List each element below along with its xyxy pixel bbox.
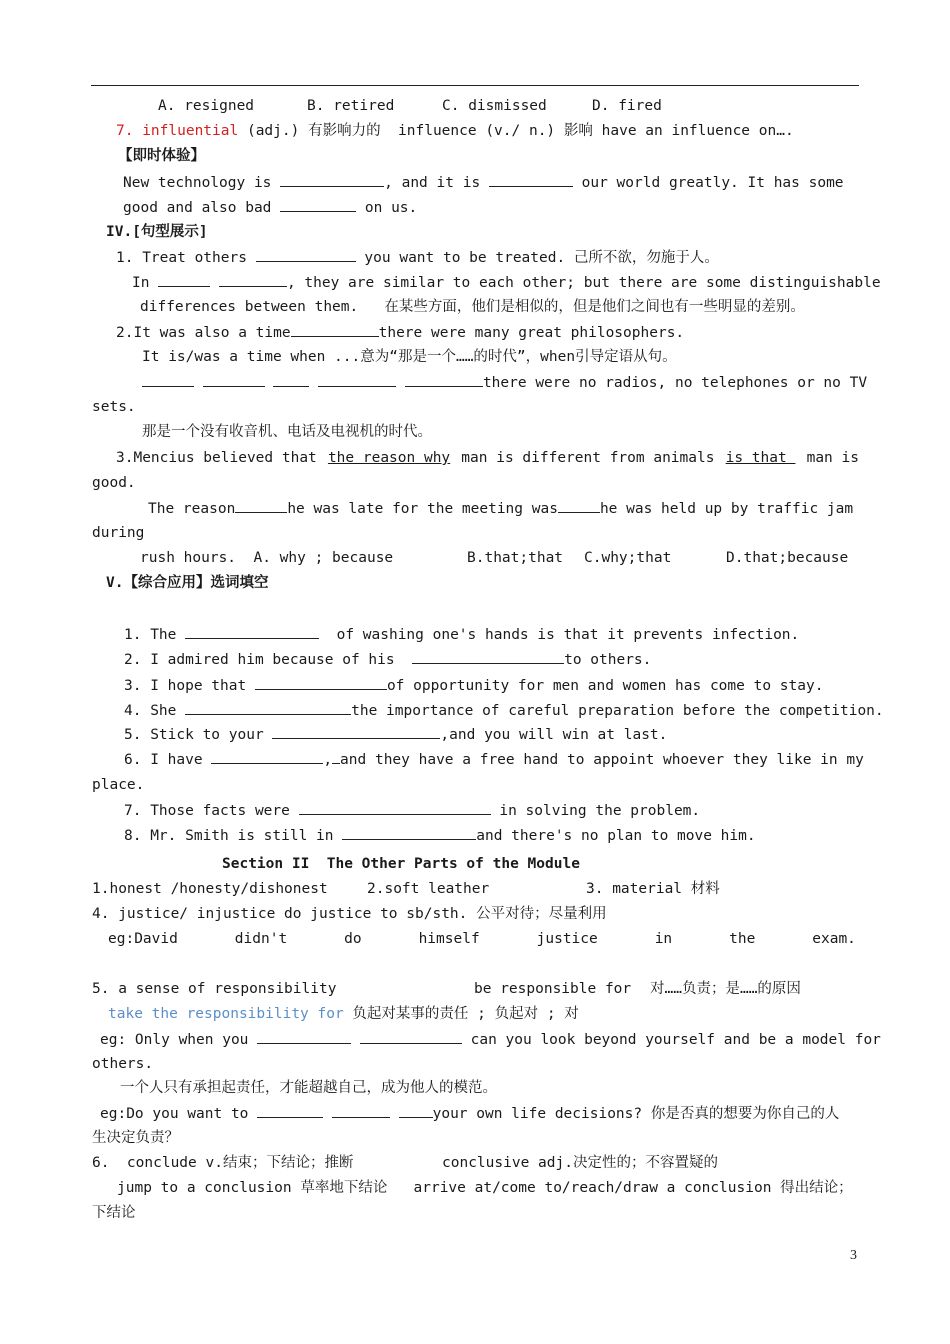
sentence-2e: 那是一个没有收音机、电话及电视机的时代。	[142, 424, 432, 440]
word-6: 6. conclude v.结束；下结论；推断	[92, 1155, 354, 1171]
word-3: 3. material 材料	[586, 881, 720, 897]
fill-1: 1. The of washing one's hands is that it prevents infection.	[124, 624, 799, 645]
word-5-meaning: 对……负责；是……的原因	[650, 981, 801, 997]
word-5d: others.	[92, 1056, 154, 1072]
section-ii-heading: Section II The Other Parts of the Module	[222, 856, 580, 872]
sentence-3b: good.	[92, 475, 136, 491]
sentence-3-option-d: D.that;because	[726, 550, 849, 566]
word-5: 5. a sense of responsibility	[92, 981, 337, 997]
word-2: 2.soft leather	[367, 881, 490, 897]
page-number: 3	[850, 1248, 857, 1263]
sentence-3: 3.Mencius believed that the reason why man is different from animals is that man is	[116, 450, 859, 466]
fill-3: 3. I hope that of opportunity for men and women has come to stay.	[124, 675, 823, 696]
word-5b: take the responsibility for 负起对某事的责任 ; 负起对 ; 对	[108, 1006, 579, 1022]
option-b: B. retired	[307, 98, 395, 114]
section-iv-heading: IV.[句型展示]	[106, 224, 208, 240]
top-rule	[91, 85, 859, 86]
sentence-3-option-b: B.that;that	[467, 550, 564, 566]
word-6b: jump to a conclusion 草率地下结论 arrive at/come to/reach/draw a conclusion 得出结论；	[117, 1180, 853, 1196]
sentence-2b: It is/was a time when ...意为“那是一个……的时代”，when引导定语从句。	[142, 349, 677, 365]
sentence-3c: The reason he was late for the meeting was he was held up by traffic jam	[148, 498, 853, 519]
word-5-example-2: eg:Do you want to your own life decisions? 你是否真的想要为你自己的人	[100, 1103, 839, 1124]
option-d: D. fired	[592, 98, 662, 114]
sentence-1b: In , they are similar to each other; but there are some distinguishable	[132, 272, 881, 293]
word-4: 4. justice/ injustice do justice to sb/sth. 公平对待；尽量利用	[92, 906, 607, 922]
sentence-2: 2.It was also a time there were many great philosophers.	[116, 322, 684, 343]
fill-5: 5. Stick to your ,and you will win at last.	[124, 724, 667, 745]
sentence-2d: sets.	[92, 399, 136, 415]
sentence-3-option-c: C.why;that	[584, 550, 672, 566]
word-5g: 生决定负责？	[92, 1130, 179, 1146]
sentence-1: 1. Treat others you want to be treated. 己所不欲，勿施于人。	[116, 247, 719, 268]
option-a: A. resigned	[158, 98, 255, 114]
sentence-1c: differences between them. 在某些方面，他们是相似的，但是他们之间也有一些明显的差别。	[140, 299, 805, 315]
experience-line-2: good and also bad on us.	[123, 197, 417, 218]
sentence-3d: during	[92, 525, 145, 541]
experience-heading: 【即时体验】	[118, 148, 205, 164]
word-5e: 一个人只有承担起责任，才能超越自己，成为他人的模范。	[120, 1080, 497, 1096]
section-v-heading: V.【综合应用】选词填空	[106, 575, 269, 591]
fill-6: 6. I have , and they have a free hand to appoint whoever they like in my	[124, 749, 864, 770]
vocab-item-7: 7. influential (adj.) 有影响力的 influence (v./ n.) 影响 have an influence on….	[116, 123, 794, 139]
option-c: C. dismissed	[442, 98, 547, 114]
fill-2: 2. I admired him because of his to others.	[124, 649, 651, 670]
word-5-phrase: be responsible for	[474, 981, 632, 997]
fill-8: 8. Mr. Smith is still in and there's no plan to move him.	[124, 825, 756, 846]
word-4-example: eg:David didn't do himself justice in the exam.	[108, 931, 856, 947]
word-1: 1.honest /honesty/dishonest	[92, 881, 328, 897]
sentence-2c: there were no radios, no telephones or no TV	[142, 372, 867, 393]
fill-7: 7. Those facts were in solving the problem.	[124, 800, 700, 821]
fill-4: 4. She the importance of careful preparation before the competition.	[124, 700, 884, 721]
word-6-adj: conclusive adj.决定性的；不容置疑的	[442, 1155, 718, 1171]
sentence-3-option-a: rush hours. A. why ; because	[140, 550, 394, 566]
experience-line-1: New technology is , and it is our world greatly. It has some	[123, 172, 844, 193]
fill-6b: place.	[92, 777, 145, 793]
word-6c: 下结论	[92, 1205, 136, 1221]
word-5-example: eg: Only when you can you look beyond yourself and be a model for	[100, 1029, 881, 1050]
